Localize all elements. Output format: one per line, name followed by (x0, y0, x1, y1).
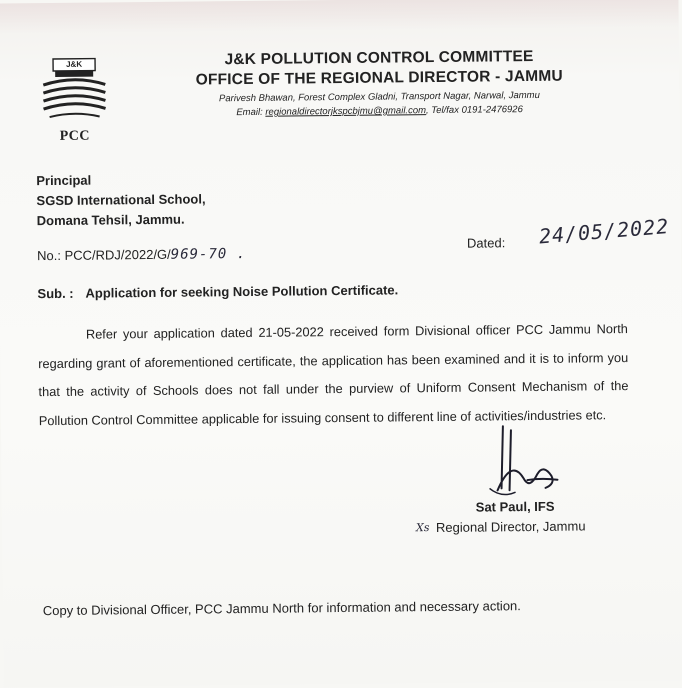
logo-caption: PCC (59, 128, 91, 144)
signer-title: Regional Director, Jammu (435, 518, 586, 536)
top-stain (0, 0, 679, 34)
recipient-line-1: Principal (36, 172, 92, 189)
copy-to-line: Copy to Divisional Officer, PCC Jammu North for information and necessary action. (42, 598, 521, 619)
telfax: , Tel/fax 0191-2476926 (425, 104, 523, 117)
reference-prefix: No.: PCC/RDJ/2022/G/ (37, 246, 171, 264)
email-label: Email: (236, 106, 266, 119)
dated-label: Dated: (466, 235, 506, 251)
signer-initials: Xs (415, 521, 430, 535)
pcc-logo (37, 54, 112, 147)
paragraph-indent (38, 339, 86, 340)
office-name: OFFICE OF THE REGIONAL DIRECTOR - JAMMU (195, 67, 563, 89)
body-text: Refer your application dated 21-05-2022 received form Divisional officer PCC Jammu North regarding grant of aforementioned certificate, the application has been examined and it is to inform you that the activity of Schools does not fall under the purview of Uniform Consent Mechanism of the Pollution Control Committee applicable for issuing consent to different line of activities/industries etc. (38, 320, 629, 428)
logo-label: J&K (66, 59, 83, 69)
recipient-block (36, 169, 206, 231)
subject-line (37, 282, 398, 301)
reference-number (37, 246, 246, 264)
reference-handwritten-number: 969-70 . (170, 245, 247, 263)
dated-value: 24/05/2022 (538, 214, 671, 249)
signer-name: Sat Paul, IFS (475, 498, 555, 515)
recipient-line-2: SGSD International School, (36, 191, 206, 209)
office-contact (180, 103, 580, 118)
organization-name: J&K POLLUTION CONTROL COMMITTEE (224, 47, 534, 69)
recipient-line-3: Domana Tehsil, Jammu. (36, 211, 185, 229)
email-link[interactable]: regionaldirectorjkspcbjmu@gmail.com (265, 105, 427, 118)
office-address: Parivesh Bhawan, Forest Complex Gladni, Transport Nagar, Narwal, Jammu (218, 89, 540, 105)
subject-label: Sub. : (37, 285, 74, 302)
subject-text: Application for seeking Noise Pollution Certificate. (85, 282, 399, 301)
